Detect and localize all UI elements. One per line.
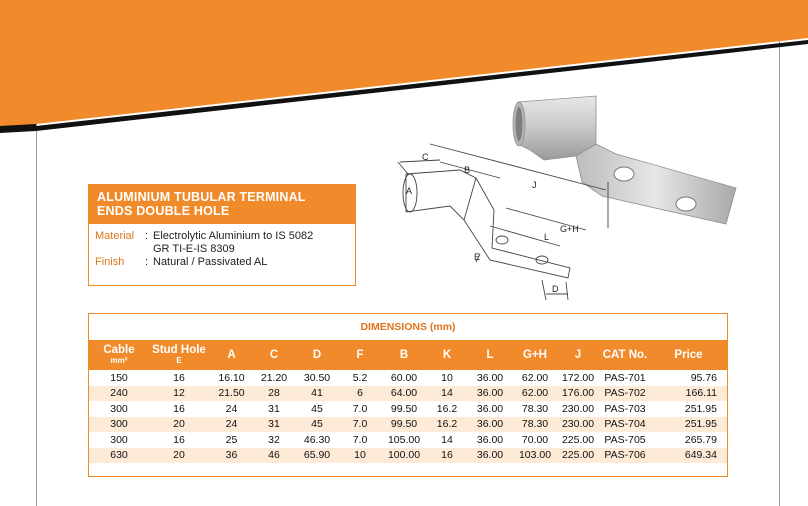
table-cell: 649.34	[650, 448, 727, 464]
table-cell: 31	[254, 417, 294, 433]
column-header	[514, 340, 556, 370]
table-cell: 12	[149, 386, 209, 402]
table-cell: 46.30	[303, 433, 331, 446]
table-cell: 41	[294, 386, 340, 402]
table-cell: 99.50	[390, 402, 418, 415]
table-cell: 99.50	[380, 417, 428, 433]
column-header-label: B	[399, 348, 409, 361]
table-cell: 36.00	[466, 386, 514, 402]
table-cell: 36.00	[466, 448, 514, 464]
table-row	[89, 386, 727, 402]
table-header-row	[89, 340, 727, 370]
table-cell: 225.00	[556, 448, 600, 464]
table-cell: 21.50	[209, 386, 254, 402]
column-header-label: Price	[674, 348, 703, 361]
finish-value: Natural / Passivated AL	[153, 256, 268, 268]
table-row	[89, 432, 727, 448]
table-cell: 16.2	[436, 402, 458, 415]
table-cell: 78.30	[521, 402, 549, 415]
column-header-sub: E	[176, 356, 182, 365]
table-cell: 32	[268, 433, 280, 446]
table-cell: 70.00	[521, 433, 549, 446]
table-cell: 105.00	[387, 433, 421, 446]
label-l: L	[544, 232, 550, 242]
column-header-label: CAT No.	[602, 348, 648, 361]
table-cell: 25	[225, 433, 238, 446]
table-row	[89, 370, 727, 386]
table-cell: 176.00	[556, 386, 600, 402]
table-cell: PAS-704	[600, 417, 650, 433]
spec-list	[89, 224, 355, 269]
table-cell: 172.00	[561, 371, 595, 384]
column-header	[600, 340, 650, 370]
terminal-drawing	[380, 78, 800, 310]
table-cell: 45	[311, 402, 323, 415]
table-cell: 10	[441, 371, 453, 384]
column-header-label: L	[486, 348, 494, 361]
table-cell: 251.95	[650, 417, 727, 433]
label-a: A	[406, 186, 413, 196]
table-cell: 16	[173, 402, 185, 415]
table-cell: 103.00	[514, 448, 556, 464]
table-cell: 100.00	[380, 448, 428, 464]
column-header-label: G+H	[523, 348, 547, 361]
column-header-label: A	[227, 348, 236, 361]
column-header	[149, 340, 209, 370]
table-cell: 300	[110, 433, 128, 446]
column-header-label: J	[574, 348, 582, 361]
table-cell: 36.00	[476, 402, 504, 415]
table-cell: 14	[441, 433, 453, 446]
spec-material	[95, 230, 349, 243]
spec-finish	[95, 256, 349, 269]
table-cell: 265.79	[684, 433, 717, 446]
table-cell: 95.76	[690, 371, 717, 384]
table-cell: 240	[89, 386, 149, 402]
column-header	[380, 340, 428, 370]
table-cell: 16.10	[218, 371, 245, 384]
table-cell: 166.11	[650, 386, 727, 402]
table-cell: 36.00	[476, 433, 504, 446]
dimensions-table-box	[88, 313, 728, 477]
label-b: B	[464, 165, 471, 175]
label-c: C	[422, 152, 429, 162]
material-label: Material	[95, 230, 135, 242]
dimensions-table	[89, 340, 727, 463]
table-cell: 78.30	[514, 417, 556, 433]
table-cell: 230.00	[561, 402, 595, 415]
table-cell: 16	[428, 448, 466, 464]
table-cell: 36	[209, 448, 254, 464]
column-header	[340, 340, 380, 370]
column-header-label: C	[269, 348, 279, 361]
label-d: D	[552, 284, 559, 294]
table-cell: 46	[254, 448, 294, 464]
column-header-label: F	[356, 348, 364, 361]
table-cell: 21.20	[260, 371, 288, 384]
column-header	[650, 340, 727, 370]
dimension-drawing	[398, 144, 608, 300]
table-cell: 630	[89, 448, 149, 464]
column-header	[209, 340, 254, 370]
table-cell: 5.2	[352, 371, 368, 384]
table-cell: PAS-703	[604, 402, 646, 415]
table-cell: 7.0	[340, 417, 380, 433]
column-header	[466, 340, 514, 370]
column-header-label: D	[312, 348, 322, 361]
finish-separator: :	[145, 256, 149, 268]
table-cell: 300	[89, 417, 149, 433]
table-cell: 24	[225, 402, 238, 415]
table-cell: 16	[173, 433, 185, 446]
table-cell: 36.00	[476, 371, 504, 384]
table-cell: 6	[340, 386, 380, 402]
product-info-card	[88, 184, 356, 286]
column-header	[294, 340, 340, 370]
column-header	[556, 340, 600, 370]
table-cell: 45	[294, 417, 340, 433]
column-header	[89, 340, 149, 370]
table-cell: 64.00	[380, 386, 428, 402]
terminal-photo	[513, 96, 736, 224]
table-cell: 7.0	[352, 402, 368, 415]
product-title-line2: ENDS DOUBLE HOLE	[97, 204, 230, 218]
product-title-line1: ALUMINIUM TUBULAR TERMINAL	[97, 190, 306, 204]
table-cell: 62.00	[521, 371, 549, 384]
table-cell: 150	[110, 371, 128, 384]
table-cell: 20	[149, 448, 209, 464]
table-cell: PAS-706	[600, 448, 650, 464]
table-cell: 62.00	[514, 386, 556, 402]
product-title	[89, 185, 355, 224]
column-header-label: Cable	[103, 344, 135, 356]
table-cell: 65.90	[294, 448, 340, 464]
table-title: DIMENSIONS (mm)	[360, 321, 456, 333]
label-gh: G+H	[560, 224, 579, 234]
table-cell: 28	[254, 386, 294, 402]
table-cell: 225.00	[561, 433, 595, 446]
column-header	[428, 340, 466, 370]
table-cell: 230.00	[556, 417, 600, 433]
table-cell: 20	[149, 417, 209, 433]
column-header	[254, 340, 294, 370]
material-value: Electrolytic Aluminium to IS 5082	[153, 230, 314, 242]
table-cell: 251.95	[684, 402, 717, 415]
label-j: J	[532, 180, 537, 190]
table-body	[89, 370, 727, 463]
material-value-cont: GR TI-E-IS 8309	[153, 243, 235, 255]
table-cell: 7.0	[352, 433, 368, 446]
table-cell: 14	[428, 386, 466, 402]
table-row	[89, 417, 727, 433]
column-header-label: K	[442, 348, 452, 361]
table-row	[89, 448, 727, 464]
label-e: E	[474, 252, 481, 262]
table-cell: 16	[173, 371, 185, 384]
table-cell: 60.00	[390, 371, 418, 384]
material-separator: :	[145, 230, 149, 242]
table-cell: PAS-702	[600, 386, 650, 402]
table-cell: 300	[110, 402, 128, 415]
table-cell: 36.00	[466, 417, 514, 433]
table-cell: 16.2	[428, 417, 466, 433]
spec-material-cont	[95, 243, 349, 256]
column-header-sub: mm²	[110, 356, 128, 365]
column-header-label: Stud Hole	[152, 344, 206, 356]
table-cell: 30.50	[303, 371, 331, 384]
table-row	[89, 401, 727, 417]
table-cell: 10	[340, 448, 380, 464]
table-cell: 24	[209, 417, 254, 433]
table-cell: PAS-701	[604, 371, 646, 384]
table-cell: PAS-705	[604, 433, 646, 446]
table-cell: 31	[268, 402, 280, 415]
finish-label: Finish	[95, 256, 125, 268]
